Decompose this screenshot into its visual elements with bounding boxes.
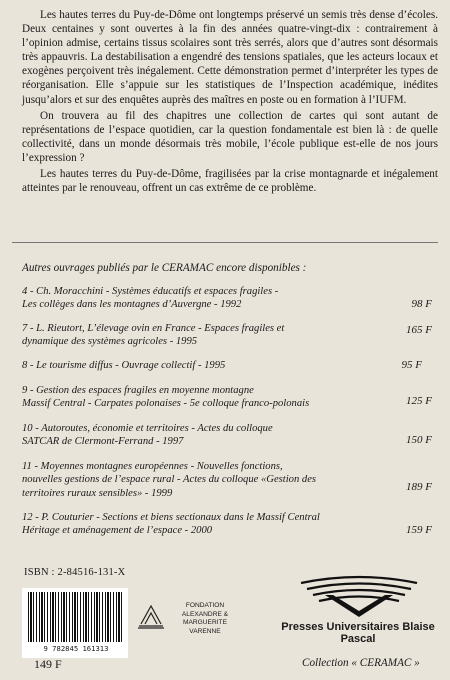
book-price: 159 F: [406, 524, 432, 536]
book-line: 9 - Gestion des espaces fragiles en moyenne montagne: [22, 385, 254, 396]
barcode-digits: 9 782845 161313: [43, 644, 109, 653]
other-works-heading: Autres ouvrages publiés par le CERAMAC encore disponibles :: [22, 262, 307, 274]
collection-name: Collection « CERAMAC »: [302, 657, 420, 669]
intro-text: [22, 8, 438, 197]
book-entry: [22, 422, 438, 449]
barcode-bars: [28, 592, 122, 642]
publisher-logo-icon: [295, 575, 423, 619]
book-price: 125 F: [406, 395, 432, 407]
foundation-line: ALEXANDRE & MARGUERITE: [181, 610, 229, 627]
book-line: dynamique des systèmes agricoles - 1995: [22, 336, 198, 348]
intro-paragraph-1: Les hautes terres du Puy-de-Dôme ont longtemps préservé un semis très dense d’écoles. Deux centaines y sont ouvertes à la fin des années quatre-vingt-dix : contrairement à l’opinion admise, certains tissus scolaires sont très serrés, alors que d’autres sont désormais très appauvris. La destabilisation a engendré des tensions spatiales, que les acteurs locaux et exogènes perçoivent très inégalement. Cette démonstration permet d’interpréter les types de réorganisation. Elle s’appuie sur les statistiques de l’Inspection académique, inédites jusqu’alors et sur des enquêtes auprès des maîtres en poste ou en formation à l’IUFM.: [22, 9, 438, 106]
book-entry: [22, 359, 438, 372]
book-line: 12 - P. Couturier - Sections et biens sectionaux dans le Massif Central: [22, 512, 320, 523]
book-entry: [22, 285, 438, 312]
book-line: Héritage et aménagement de l’espace - 2000: [22, 525, 213, 537]
foundation-name: [168, 602, 242, 636]
book-line: 10 - Autoroutes, économie et territoires - Actes du colloque: [22, 423, 273, 434]
book-price: 189 F: [406, 481, 432, 493]
foundation-line: VARENNE: [189, 627, 221, 635]
book-line: Les collèges dans les montagnes d’Auvergne - 1992: [22, 299, 242, 311]
foundation-line: FONDATION: [185, 602, 225, 609]
book-line: nouvelles gestions de l’espace rural - Actes du colloque «Gestion des: [22, 474, 317, 486]
book-entry: [22, 460, 438, 500]
publisher-name: Presses Universitaires Blaise Pascal: [281, 621, 435, 645]
book-line: 11 - Moyennes montagnes européennes - Nouvelles fonctions,: [22, 461, 283, 472]
book-price-main: 149 F: [34, 657, 62, 671]
book-line: 4 - Ch. Moracchini - Systèmes éducatifs et espaces fragiles -: [22, 286, 279, 297]
book-entry: [22, 384, 438, 411]
book-entry: [22, 322, 438, 349]
book-entry: [22, 511, 438, 538]
book-line: 7 - L. Rieutort, L’élevage ovin en France - Espaces fragiles et: [22, 323, 285, 334]
barcode: [22, 588, 128, 658]
intro-paragraph-2: On trouvera au fil des chapitres une collection de cartes qui sont autant de représentations de l’espace quotidien, car la question fondamentale est bien là : de quelle collectivité, dans un monde désormais très mobile, l’école publique est-elle de nos jours l’expression ?: [22, 109, 438, 164]
book-price: 95 F: [401, 359, 422, 371]
book-line: SATCAR de Clermont-Ferrand - 1997: [22, 436, 184, 448]
book-price: 98 F: [411, 298, 432, 310]
isbn: ISBN : 2-84516-131-X: [24, 567, 126, 578]
book-line: Massif Central - Carpates polonaises - 5e colloque franco-polonais: [22, 398, 310, 410]
divider-top: [12, 242, 438, 243]
book-line: 8 - Le tourisme diffus - Ouvrage collectif - 1995: [22, 360, 226, 371]
book-price: 165 F: [406, 324, 432, 336]
foundation-logo-icon: [136, 600, 166, 630]
book-price: 150 F: [406, 434, 432, 446]
book-line: territoires ruraux sensibles» - 1999: [22, 487, 173, 499]
intro-paragraph-3: Les hautes terres du Puy-de-Dôme, fragilisées par la crise montagnarde et inégalement atteintes par le renouveau, offrent un cas extrême de ce problème.: [22, 168, 438, 195]
